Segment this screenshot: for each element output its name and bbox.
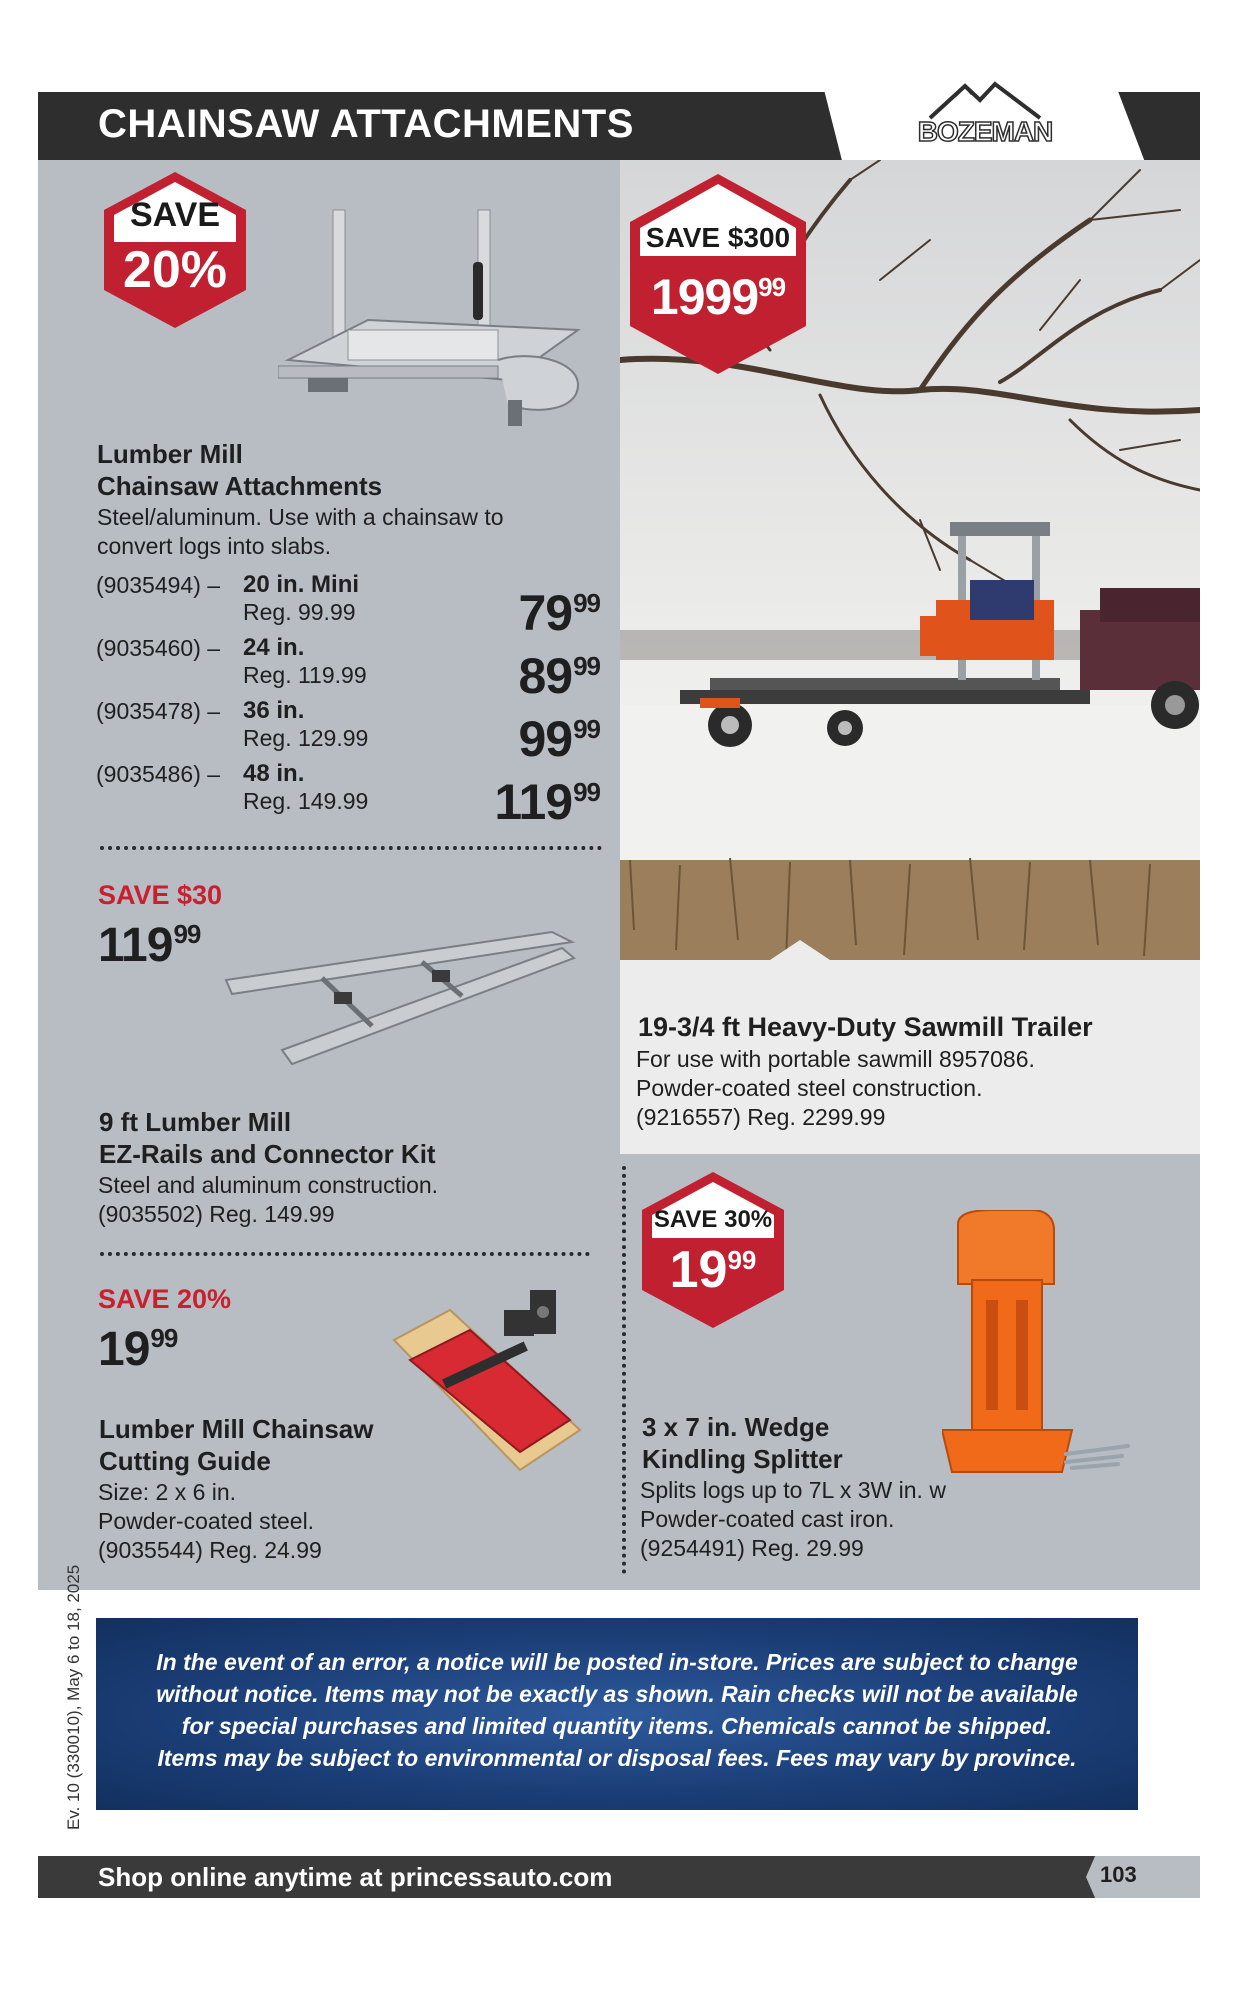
row-size: 48 in. bbox=[243, 760, 305, 787]
row-sku: (9035478) – bbox=[96, 698, 221, 724]
cutting-guide-desc-line3: (9035544) Reg. 24.99 bbox=[98, 1537, 322, 1563]
lumber-mill-title-line2: Chainsaw Attachments bbox=[97, 471, 383, 501]
kindling-splitter-title-line1: 3 x 7 in. Wedge bbox=[642, 1412, 830, 1442]
ez-rails-save-label: SAVE $30 bbox=[98, 880, 223, 910]
disclaimer-line: without notice. Items may not be exactly as shown. Rain checks will not be available bbox=[156, 1681, 1078, 1707]
row-sku: (9035494) – bbox=[96, 572, 221, 598]
kindling-splitter-desc-line3: (9254491) Reg. 29.99 bbox=[640, 1535, 864, 1561]
footer-bar bbox=[38, 1856, 1200, 1898]
mountain-icon bbox=[910, 80, 1060, 120]
footer-shop-online-link[interactable]: Shop online anytime at princessauto.com bbox=[98, 1862, 613, 1892]
brand-name: BOZEMAN bbox=[917, 116, 1053, 147]
page-title: CHAINSAW ATTACHMENTS bbox=[98, 102, 634, 146]
lumber-mill-desc-line1: Steel/aluminum. Use with a chainsaw to bbox=[97, 504, 504, 530]
badge-save-label: SAVE bbox=[129, 196, 221, 234]
row-size: 24 in. bbox=[243, 634, 305, 661]
row-size: 36 in. bbox=[243, 697, 305, 724]
sawmill-trailer-desc-line2: Powder-coated steel construction. bbox=[636, 1075, 983, 1101]
cutting-guide-title-line2: Cutting Guide bbox=[99, 1446, 271, 1476]
cutting-guide-image bbox=[390, 1280, 600, 1480]
row-sku: (9035486) – bbox=[96, 761, 221, 787]
kindling-splitter-desc-line2: Powder-coated cast iron. bbox=[640, 1506, 895, 1532]
page-number: 103 bbox=[1100, 1862, 1137, 1887]
badge-save-label: SAVE 30% bbox=[653, 1206, 773, 1233]
kindling-splitter-save-badge bbox=[640, 1170, 786, 1330]
lumber-mill-title-line1: Lumber Mill bbox=[97, 439, 243, 469]
cutting-guide-desc-line2: Powder-coated steel. bbox=[98, 1508, 315, 1534]
ez-rails-image bbox=[222, 930, 582, 1070]
cutting-guide-price: $19^{99}$ bbox=[98, 1323, 178, 1376]
sawmill-trailer-title: 19-3/4 ft Heavy-Duty Sawmill Trailer bbox=[638, 1012, 1093, 1042]
ez-rails-price: $119^{99}$ bbox=[98, 919, 201, 972]
cutting-guide-desc-line1: Size: 2 x 6 in. bbox=[98, 1479, 237, 1505]
row-sku: (9035460) – bbox=[96, 635, 221, 661]
kindling-splitter-title-line2: Kindling Splitter bbox=[642, 1444, 843, 1474]
row-size: 20 in. Mini bbox=[243, 571, 360, 598]
section-divider bbox=[100, 1252, 590, 1256]
row-reg-price: Reg. 149.99 bbox=[243, 788, 369, 814]
row-sale-price: $79^{99}$ bbox=[518, 585, 600, 641]
brand-logo bbox=[910, 80, 1060, 154]
row-reg-price: Reg. 119.99 bbox=[243, 662, 367, 688]
section-divider-vertical bbox=[622, 1166, 626, 1574]
row-reg-price: Reg. 129.99 bbox=[243, 725, 369, 751]
disclaimer-box bbox=[96, 1618, 1138, 1810]
disclaimer-text bbox=[126, 1646, 1108, 1774]
ez-rails-title-line1: 9 ft Lumber Mill bbox=[99, 1107, 292, 1137]
cutting-guide-title-line1: Lumber Mill Chainsaw bbox=[99, 1414, 374, 1444]
kindling-splitter-desc-line1: Splits logs up to 7L x 3W in. w bbox=[640, 1477, 946, 1503]
edition-info: Ev. 10 (330010), May 6 to 18, 2025 bbox=[64, 1564, 83, 1830]
ez-rails-desc-line2: (9035502) Reg. 149.99 bbox=[98, 1201, 335, 1227]
disclaimer-line: for special purchases and limited quantity items. Chemicals cannot be shipped. bbox=[181, 1713, 1053, 1739]
badge-price: 1999$^{99}$ bbox=[650, 269, 786, 325]
section-divider bbox=[100, 846, 602, 850]
disclaimer-line: In the event of an error, a notice will be posted in-store. Prices are subject to change bbox=[156, 1649, 1078, 1675]
lumber-mill-attachment-image bbox=[278, 200, 588, 440]
ez-rails-desc-line1: Steel and aluminum construction. bbox=[98, 1172, 439, 1198]
ez-rails-title-line2: EZ-Rails and Connector Kit bbox=[99, 1139, 436, 1169]
row-sale-price: $119^{99}$ bbox=[494, 774, 600, 830]
sawmill-trailer-save-badge bbox=[628, 172, 808, 376]
sawmill-trailer-desc-line3: (9216557) Reg. 2299.99 bbox=[636, 1104, 886, 1130]
sawmill-trailer-desc-line1: For use with portable sawmill 8957086. bbox=[636, 1046, 1035, 1072]
cutting-guide-save-label: SAVE 20% bbox=[98, 1284, 232, 1314]
badge-save-label: SAVE $300 bbox=[645, 222, 791, 253]
row-sale-price: $99^{99}$ bbox=[518, 711, 600, 767]
badge-save-value: 20% bbox=[122, 241, 228, 299]
lumber-mill-save-badge bbox=[102, 170, 248, 330]
row-reg-price: Reg. 99.99 bbox=[243, 599, 356, 625]
badge-price: $19^{99}$ bbox=[669, 1241, 757, 1299]
kindling-splitter-image bbox=[942, 1210, 1142, 1480]
disclaimer-line: Items may be subject to environmental or disposal fees. Fees may vary by province. bbox=[157, 1745, 1077, 1771]
lumber-mill-desc-line2: convert logs into slabs. bbox=[97, 533, 331, 559]
row-sale-price: $89^{99}$ bbox=[518, 648, 600, 704]
